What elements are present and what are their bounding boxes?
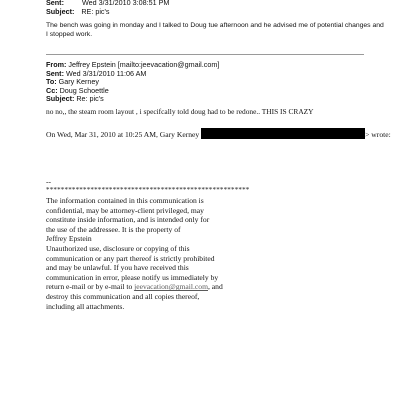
disclaimer-closing-1: destroy this communication and all copies thereof, — [46, 292, 200, 301]
disclaimer-line-8: and may be unlawful. If you have received this — [46, 263, 189, 273]
disclaimer-line-7: communication or any part thereof is strictly prohibited — [46, 253, 215, 263]
disclaimer-line-4: the use of the addressee. It is the property of — [46, 224, 181, 234]
reply-body-line-2: I stopped work. — [46, 30, 93, 38]
original-subject-label: Subject: — [46, 94, 75, 103]
original-body: no no,, the steam room layout , i specifcally told doug had to be redone.. THIS IS CRAZY — [46, 107, 314, 116]
quote-line — [46, 128, 391, 140]
reply-subject-row — [46, 7, 110, 16]
redaction-block — [201, 128, 365, 139]
disclaimer-email-suffix: , and — [207, 282, 223, 292]
reply-sent-label: Sent: — [46, 0, 64, 7]
disclaimer-line-6: Unauthorized use, disclosure or copying of this — [46, 244, 190, 253]
disclaimer-email-link[interactable]: jeevacation@gmail.com — [134, 282, 208, 292]
disclaimer-line-2: confidential, may be attorney-client privileged, may — [46, 205, 204, 215]
quote-line-suffix: > wrote: — [365, 130, 391, 139]
quote-line-prefix: On Wed, Mar 31, 2010 at 10:25 AM, Gary Kerney — [46, 130, 200, 139]
header-separator — [46, 54, 364, 55]
signature-dashes: -- — [46, 177, 52, 186]
original-to-value: Gary Kerney — [58, 77, 99, 86]
disclaimer-email-prefix: return e-mail or by e-mail to — [46, 282, 135, 292]
original-from-label: From: — [46, 60, 67, 69]
signature-stars: ******************************************************* — [46, 186, 250, 194]
original-subject-value: Re: pic's — [76, 94, 104, 103]
reply-body-line-1: The bench was going in monday and I talked to Doug tue afternoon and he advised me of potential changes and — [46, 22, 384, 29]
original-sent-value: Wed 3/31/2010 11:06 AM — [65, 68, 147, 78]
disclaimer-closing-2: including all attachments. — [46, 301, 125, 311]
original-cc-value: Doug Schoettle — [59, 85, 109, 95]
original-subject-row — [46, 94, 104, 103]
reply-subject-value: RE: pic's — [81, 7, 110, 16]
disclaimer-line-1: The information contained in this communication is — [46, 196, 204, 205]
original-cc-label: Cc: — [46, 85, 58, 95]
original-to-label: To: — [46, 77, 57, 86]
disclaimer-line-5: Jeffrey Epstein — [46, 234, 92, 244]
disclaimer-line-9: communication in error, please notify us immediately by — [46, 272, 219, 282]
reply-subject-label: Subject: — [46, 7, 75, 16]
original-from-value: Jeffrey Epstein [mailto:jeevacation@gmail.com] — [68, 60, 220, 69]
disclaimer-line-3: constitute inside information, and is intended only for — [46, 215, 210, 225]
disclaimer-email-line — [46, 282, 223, 292]
reply-sent-row — [46, 0, 169, 7]
original-sent-label: Sent: — [46, 68, 64, 78]
reply-sent-value: Wed 3/31/2010 3:08:51 PM — [81, 0, 170, 7]
